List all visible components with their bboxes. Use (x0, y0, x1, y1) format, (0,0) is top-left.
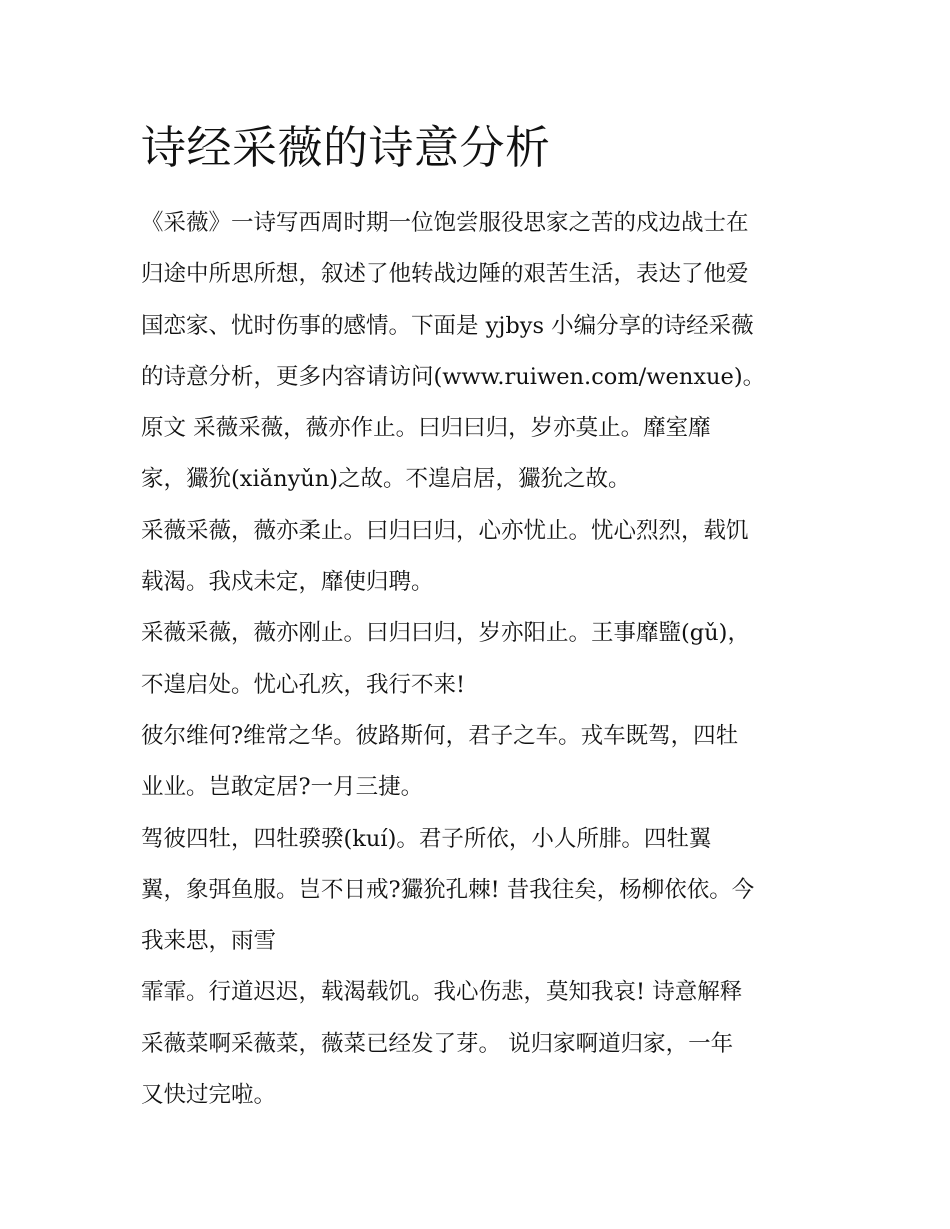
text-line: 《采薇》一诗写西周时期一位饱尝服役思家之苦的戍边战士在 (141, 210, 749, 236)
text-line: 载渴。我戍未定，靡使归聘。 (141, 569, 434, 596)
document-body (141, 198, 821, 1121)
text-line: 采薇采薇，薇亦柔止。曰归曰归，心亦忧止。忧心烈烈，载饥 (141, 517, 749, 544)
text-line: 翼，象弭鱼服。岂不日戒?玁狁孔棘! 昔我往矣，杨柳依依。今 (141, 876, 755, 903)
document-page (141, 112, 821, 1121)
text-line: 家，玁狁(xiǎnyǔn)之故。不遑启居，玁狁之故。 (141, 466, 631, 493)
text-line: 国恋家、忧时伤事的感情。下面是 yjbys 小编分享的诗经采薇 (141, 312, 754, 339)
text-line: 驾彼四牡，四牡骙骙(kuí)。君子所依，小人所腓。四牡翼 (141, 825, 712, 852)
text-line: 采薇采薇，薇亦刚止。曰归曰归，岁亦阳止。王事靡盬(gǔ)， (141, 620, 750, 647)
text-line: 原文 采薇采薇，薇亦作止。曰归曰归，岁亦莫止。靡室靡 (141, 415, 711, 442)
text-line: 归途中所思所想，叙述了他转战边陲的艰苦生活，表达了他爱 (141, 261, 749, 288)
text-line: 业业。岂敢定居?一月三捷。 (141, 774, 424, 801)
text-line: 彼尔维何?维常之华。彼路斯何，君子之车。戎车既驾，四牡 (141, 722, 739, 749)
text-line: 不遑启处。忧心孔疚，我行不来! (141, 671, 466, 698)
text-line: 又快过完啦。 (141, 1082, 277, 1109)
document-title: 诗经采薇的诗意分析 (141, 121, 551, 174)
text-line: 我来思，雨雪 (141, 928, 277, 955)
text-line: 霏霏。行道迟迟，载渴载饥。我心伤悲，莫知我哀! 诗意解释 (141, 979, 743, 1006)
text-line: 采薇菜啊采薇菜，薇菜已经发了芽。 说归家啊道归家，一年 (141, 1030, 734, 1057)
text-line: 的诗意分析，更多内容请访问(www.ruiwen.com/wenxue)。 (141, 363, 766, 390)
